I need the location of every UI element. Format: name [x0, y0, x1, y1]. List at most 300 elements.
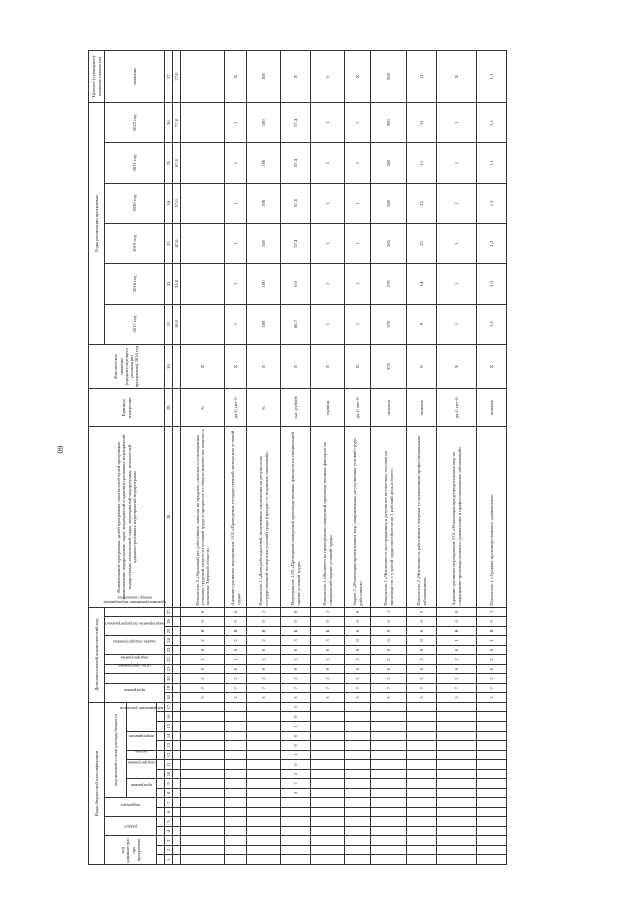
- code-digit: [247, 826, 281, 836]
- code-digit: [437, 731, 477, 741]
- row-fact: X: [281, 344, 311, 389]
- code-digit: [225, 826, 247, 836]
- header-blank: [157, 788, 165, 798]
- header-blank: [157, 712, 165, 722]
- row-fact: X: [311, 344, 345, 389]
- vertical-label: подпрограмма: [127, 760, 156, 766]
- code-digit: [181, 741, 225, 751]
- year-value: 1,2: [477, 183, 507, 223]
- year-value: [181, 183, 225, 223]
- blank-cell: [173, 798, 181, 808]
- table-row: [281, 51, 311, 865]
- code-digit: [345, 750, 371, 760]
- column-number: 30: [165, 344, 173, 389]
- header-year: 2019 год: [105, 223, 165, 263]
- code-digit: [247, 855, 281, 865]
- year-value: 1: [345, 143, 371, 183]
- code-digit: [225, 750, 247, 760]
- code-digit: 2: [371, 674, 407, 684]
- header-subprogram: [127, 760, 157, 779]
- row-unit: единиц: [311, 389, 345, 427]
- column-number: 36: [165, 103, 173, 143]
- code-digit: [281, 836, 311, 846]
- code-digit: [407, 722, 437, 732]
- column-number: 28: [165, 427, 173, 607]
- code-digit: [311, 826, 345, 836]
- code-digit: 3: [371, 693, 407, 703]
- header-fact: Фактическое значение (предшествующего реализации программы) 2016 год: [89, 344, 165, 389]
- header-year: 2017 год: [105, 304, 165, 344]
- header-name: Наименование программы, целей программы, показателей целей программы, наименование подпрограмм, задач, мероприятий и административных мероприятий подпрограмм, показателей задач, мероприятий подпрограмм, показателей административных мероприятий подпрограмм: [89, 427, 165, 607]
- code-digit: [247, 788, 281, 798]
- code-digit: 1: [281, 722, 311, 732]
- year-value: 1: [311, 103, 345, 143]
- code-digit: Б: [311, 626, 345, 636]
- value-cell: 31,0: [173, 264, 181, 304]
- blank-cell: [173, 779, 181, 789]
- code-digit: [371, 779, 407, 789]
- code-digit: [225, 845, 247, 855]
- header-blank: [157, 845, 165, 855]
- code-digit: [477, 845, 507, 855]
- code-digit: [407, 760, 437, 770]
- code-digit: [407, 702, 437, 712]
- code-digit: [247, 845, 281, 855]
- blank-cell: [173, 702, 181, 712]
- code-digit: 1: [181, 655, 225, 665]
- header-blank: [157, 817, 165, 827]
- column-number: 18: [165, 693, 173, 703]
- year-value: 100: [247, 103, 281, 143]
- header-blank: [157, 836, 165, 846]
- code-digit: [371, 788, 407, 798]
- header-blank: [157, 741, 165, 751]
- code-digit: [281, 817, 311, 827]
- code-digit: [181, 702, 225, 712]
- column-number: 31: [165, 304, 173, 344]
- code-digit: Я: [477, 626, 507, 636]
- row-fact: X: [225, 344, 247, 389]
- code-digit: 0: [247, 645, 281, 655]
- code-digit: 0: [311, 617, 345, 627]
- code-digit: 0: [345, 607, 371, 617]
- year-value: 260: [371, 103, 407, 143]
- header-blank: [157, 769, 165, 779]
- table-row: [477, 51, 507, 865]
- code-digit: 1: [477, 607, 507, 617]
- year-value: 1: [225, 304, 247, 344]
- code-digit: 0: [437, 617, 477, 627]
- code-digit: [225, 769, 247, 779]
- year-value: 1: [225, 103, 247, 143]
- code-digit: [345, 760, 371, 770]
- year-value: 1: [345, 223, 371, 263]
- code-digit: [247, 750, 281, 760]
- year-value: 100: [247, 223, 281, 263]
- code-digit: [181, 769, 225, 779]
- code-digit: [371, 712, 407, 722]
- vertical-label: подраздел: [120, 803, 141, 809]
- code-digit: 0: [311, 664, 345, 674]
- header-additional-code: Дополнительный аналитический код: [89, 607, 105, 702]
- code-digit: [345, 702, 371, 712]
- code-digit: [477, 798, 507, 808]
- code-digit: 2: [407, 674, 437, 684]
- code-digit: 1: [437, 636, 477, 646]
- code-digit: Я: [437, 626, 477, 636]
- header-target-value: значение: [105, 51, 165, 103]
- code-digit: [345, 845, 371, 855]
- code-digit: [437, 769, 477, 779]
- code-digit: 2: [225, 636, 247, 646]
- code-digit: [345, 807, 371, 817]
- row-target: 11: [407, 51, 437, 103]
- code-digit: [477, 712, 507, 722]
- vertical-label: мероприятие (подпрограммы): [105, 621, 164, 627]
- row-unit: человек: [371, 389, 407, 427]
- code-digit: [437, 807, 477, 817]
- header-year: 2018 год: [105, 264, 165, 304]
- code-digit: [407, 788, 437, 798]
- code-digit: 7: [345, 683, 371, 693]
- vertical-label: цель программы: [118, 663, 151, 669]
- row-name: Административное мероприятие 2.01 «Реализация предупредительных мер по сокращению производственного травматизма и профессиональных заболеваний»: [437, 427, 477, 607]
- code-digit: 2: [281, 674, 311, 684]
- code-digit: [345, 798, 371, 808]
- code-digit: [371, 769, 407, 779]
- header-blank: [157, 750, 165, 760]
- code-digit: 2: [247, 674, 281, 684]
- column-number: 7: [165, 798, 173, 808]
- page-number: 60: [55, 445, 65, 454]
- row-target: X: [345, 51, 371, 103]
- code-digit: 2: [225, 674, 247, 684]
- code-digit: 0: [345, 617, 371, 627]
- code-digit: 2: [371, 655, 407, 665]
- code-digit: [477, 769, 507, 779]
- code-digit: [477, 702, 507, 712]
- code-digit: [371, 855, 407, 865]
- code-digit: [345, 731, 371, 741]
- column-number: 32: [165, 264, 173, 304]
- code-digit: [437, 702, 477, 712]
- code-digit: [407, 769, 437, 779]
- code-digit: 0: [311, 645, 345, 655]
- code-digit: [181, 817, 225, 827]
- code-digit: 1: [281, 750, 311, 760]
- code-digit: [345, 817, 371, 827]
- row-unit: человек: [407, 389, 437, 427]
- row-target: 6: [311, 51, 345, 103]
- code-digit: [281, 798, 311, 808]
- year-value: 1: [345, 103, 371, 143]
- code-digit: 7: [181, 683, 225, 693]
- year-value: [181, 304, 225, 344]
- code-digit: 0: [477, 645, 507, 655]
- header-blank: [157, 798, 165, 808]
- code-digit: Я: [225, 626, 247, 636]
- code-digit: 0: [181, 645, 225, 655]
- column-number: 4: [165, 826, 173, 836]
- code-digit: 0: [225, 664, 247, 674]
- column-number: 8: [165, 788, 173, 798]
- value-cell: 77,0: [173, 51, 181, 103]
- row-fact: X: [345, 344, 371, 389]
- code-digit: 0: [181, 617, 225, 627]
- code-digit: 2: [345, 655, 371, 665]
- code-digit: [437, 826, 477, 836]
- code-digit: 0: [281, 760, 311, 770]
- code-digit: [311, 722, 345, 732]
- row-target: 100: [247, 51, 281, 103]
- code-digit: [311, 855, 345, 865]
- vertical-label: административное мероприятие: [103, 600, 166, 606]
- row-unit: да-1/ нет-0: [437, 389, 477, 427]
- code-digit: [437, 836, 477, 846]
- blank-cell: [173, 836, 181, 846]
- row-target: X: [281, 51, 311, 103]
- code-digit: [477, 817, 507, 827]
- code-digit: 0: [225, 617, 247, 627]
- code-digit: [407, 817, 437, 827]
- code-digit: 0: [345, 626, 371, 636]
- code-digit: 3: [281, 693, 311, 703]
- year-value: 57,4: [281, 143, 311, 183]
- code-digit: [371, 702, 407, 712]
- blank-cell: [173, 674, 181, 684]
- code-digit: [407, 741, 437, 751]
- code-digit: 0: [437, 645, 477, 655]
- year-value: 1: [225, 183, 247, 223]
- code-digit: [345, 855, 371, 865]
- code-digit: [437, 779, 477, 789]
- code-digit: [437, 845, 477, 855]
- blank-cell: [173, 636, 181, 646]
- code-digit: [247, 731, 281, 741]
- header-section: [105, 817, 157, 836]
- column-number: 29: [165, 389, 173, 427]
- code-digit: [225, 712, 247, 722]
- code-digit: 7: [371, 683, 407, 693]
- year-value: 57,4: [281, 183, 311, 223]
- code-digit: 0: [281, 741, 311, 751]
- code-digit: 1: [477, 636, 507, 646]
- code-digit: [407, 731, 437, 741]
- code-digit: 0: [181, 664, 225, 674]
- code-digit: 0: [371, 664, 407, 674]
- year-value: 1: [437, 103, 477, 143]
- year-value: 60,7: [281, 304, 311, 344]
- code-digit: [225, 760, 247, 770]
- year-value: 1: [225, 223, 247, 263]
- column-number: 16: [165, 712, 173, 722]
- code-digit: [437, 750, 477, 760]
- row-target: 260: [371, 51, 407, 103]
- code-digit: 1: [225, 655, 247, 665]
- code-digit: [225, 798, 247, 808]
- code-digit: Б: [281, 626, 311, 636]
- code-digit: [181, 807, 225, 817]
- year-value: 1,1: [477, 143, 507, 183]
- year-value: [181, 223, 225, 263]
- rotated-table-container: [88, 50, 563, 865]
- code-digit: [345, 788, 371, 798]
- code-digit: 3: [477, 693, 507, 703]
- code-digit: [407, 807, 437, 817]
- vertical-label: программа: [130, 783, 153, 789]
- code-digit: Я: [247, 626, 281, 636]
- header-blank: [157, 731, 165, 741]
- row-name: Показатель 1 «Уровень производственного травматизма»: [477, 427, 507, 607]
- year-value: 1: [311, 143, 345, 183]
- code-digit: [181, 826, 225, 836]
- code-digit: 3: [225, 693, 247, 703]
- row-name: Показатель 5 «Удельный вес работников, занятых во вредных, опасных и отягощенных условиях трудовой занятости условий труда, в процентах от общего количества занятых в экономике Тверской области»: [181, 427, 225, 607]
- code-digit: [345, 722, 371, 732]
- year-value: 9: [407, 304, 437, 344]
- code-digit: 0: [281, 645, 311, 655]
- value-cell: 10,0: [173, 304, 181, 344]
- code-digit: [311, 817, 345, 827]
- code-digit: [311, 845, 345, 855]
- code-digit: 7: [247, 683, 281, 693]
- year-value: 11: [407, 103, 437, 143]
- code-digit: [371, 845, 407, 855]
- column-number: 27: [165, 607, 173, 617]
- code-digit: [311, 788, 345, 798]
- code-digit: [371, 731, 407, 741]
- code-digit: [181, 788, 225, 798]
- header-years-title: Годы реализации программы: [89, 103, 105, 345]
- header-budget-class: Коды бюджетной классификации: [89, 702, 105, 864]
- code-digit: 3: [407, 693, 437, 703]
- code-digit: [225, 855, 247, 865]
- year-value: 1: [437, 304, 477, 344]
- code-digit: [281, 807, 311, 817]
- year-value: 12: [407, 183, 437, 223]
- vertical-label: номер показателя: [117, 595, 152, 601]
- year-value: 0,0: [281, 264, 311, 304]
- blank-cell: [173, 617, 181, 627]
- year-value: 1: [345, 183, 371, 223]
- code-digit: [181, 760, 225, 770]
- blank-cell: [173, 750, 181, 760]
- code-digit: 0: [437, 607, 477, 617]
- column-number: 2: [165, 845, 173, 855]
- code-digit: 3: [247, 693, 281, 703]
- code-digit: Я: [181, 626, 225, 636]
- blank-cell: [173, 741, 181, 751]
- year-value: 1: [437, 264, 477, 304]
- code-digit: [247, 817, 281, 827]
- code-digit: 0: [225, 607, 247, 617]
- row-name: Показатель 1 «Количество проведенных измерений производственных факторов на специальной оценке условий труда»: [311, 427, 345, 607]
- code-digit: 2: [407, 607, 437, 617]
- code-digit: 0: [281, 664, 311, 674]
- code-digit: [477, 779, 507, 789]
- code-digit: 2: [345, 674, 371, 684]
- code-digit: [247, 779, 281, 789]
- code-digit: 2: [311, 674, 345, 684]
- table-row: [437, 51, 477, 865]
- code-digit: [371, 750, 407, 760]
- row-name: Мероприятие 1.03 «Проведение измерений производственных факторов на специальной оценке условий труда»: [281, 427, 311, 607]
- header-activity: [127, 731, 157, 750]
- year-value: 11: [407, 143, 437, 183]
- code-digit: [311, 769, 345, 779]
- vertical-label: раздел: [124, 824, 137, 830]
- column-number: 3: [165, 836, 173, 846]
- column-number: 37: [165, 51, 173, 103]
- year-value: 1: [437, 223, 477, 263]
- year-value: 100: [247, 264, 281, 304]
- code-digit: [311, 779, 345, 789]
- table-row: [371, 51, 407, 865]
- year-value: 260: [371, 183, 407, 223]
- code-digit: [311, 702, 345, 712]
- code-digit: [437, 741, 477, 751]
- code-digit: 7: [311, 683, 345, 693]
- code-digit: [247, 702, 281, 712]
- code-digit: 0: [371, 626, 407, 636]
- header-d-program: [105, 683, 165, 702]
- blank-cell: [173, 645, 181, 655]
- value-cell: 47,0: [173, 223, 181, 263]
- header-unit: Единица измерения: [89, 389, 165, 427]
- code-digit: [477, 855, 507, 865]
- year-value: 265: [371, 223, 407, 263]
- code-digit: [247, 722, 281, 732]
- year-value: 1,1: [477, 103, 507, 143]
- code-digit: 7: [437, 683, 477, 693]
- code-digit: 0: [247, 617, 281, 627]
- code-digit: 0: [477, 617, 507, 627]
- code-digit: [181, 750, 225, 760]
- code-digit: [181, 855, 225, 865]
- column-number: 34: [165, 183, 173, 223]
- year-value: 57,4: [281, 103, 311, 143]
- program-indicators-table: [88, 50, 507, 865]
- code-digit: 0: [345, 664, 371, 674]
- code-digit: [477, 807, 507, 817]
- column-number: 1: [165, 855, 173, 865]
- header-blank: [157, 807, 165, 817]
- table-row: [225, 51, 247, 865]
- value-cell: 77,0: [173, 103, 181, 143]
- code-digit: [181, 731, 225, 741]
- code-digit: [181, 722, 225, 732]
- blank-cell: [173, 826, 181, 836]
- code-digit: [181, 836, 225, 846]
- code-digit: 0: [407, 626, 437, 636]
- header-blank: [157, 855, 165, 865]
- year-value: 1,3: [477, 264, 507, 304]
- vertical-label: программа: [123, 687, 146, 693]
- code-digit: 0: [247, 664, 281, 674]
- blank-cell: [173, 722, 181, 732]
- blank-cell: [173, 788, 181, 798]
- blank-cell: [173, 760, 181, 770]
- code-digit: [225, 788, 247, 798]
- code-digit: 1: [247, 607, 281, 617]
- blank-cell: [173, 693, 181, 703]
- code-digit: [345, 826, 371, 836]
- header-year: 2021 год: [105, 143, 165, 183]
- code-digit: 0: [407, 636, 437, 646]
- year-value: 1: [437, 143, 477, 183]
- blank-cell: [173, 731, 181, 741]
- year-value: 1: [311, 223, 345, 263]
